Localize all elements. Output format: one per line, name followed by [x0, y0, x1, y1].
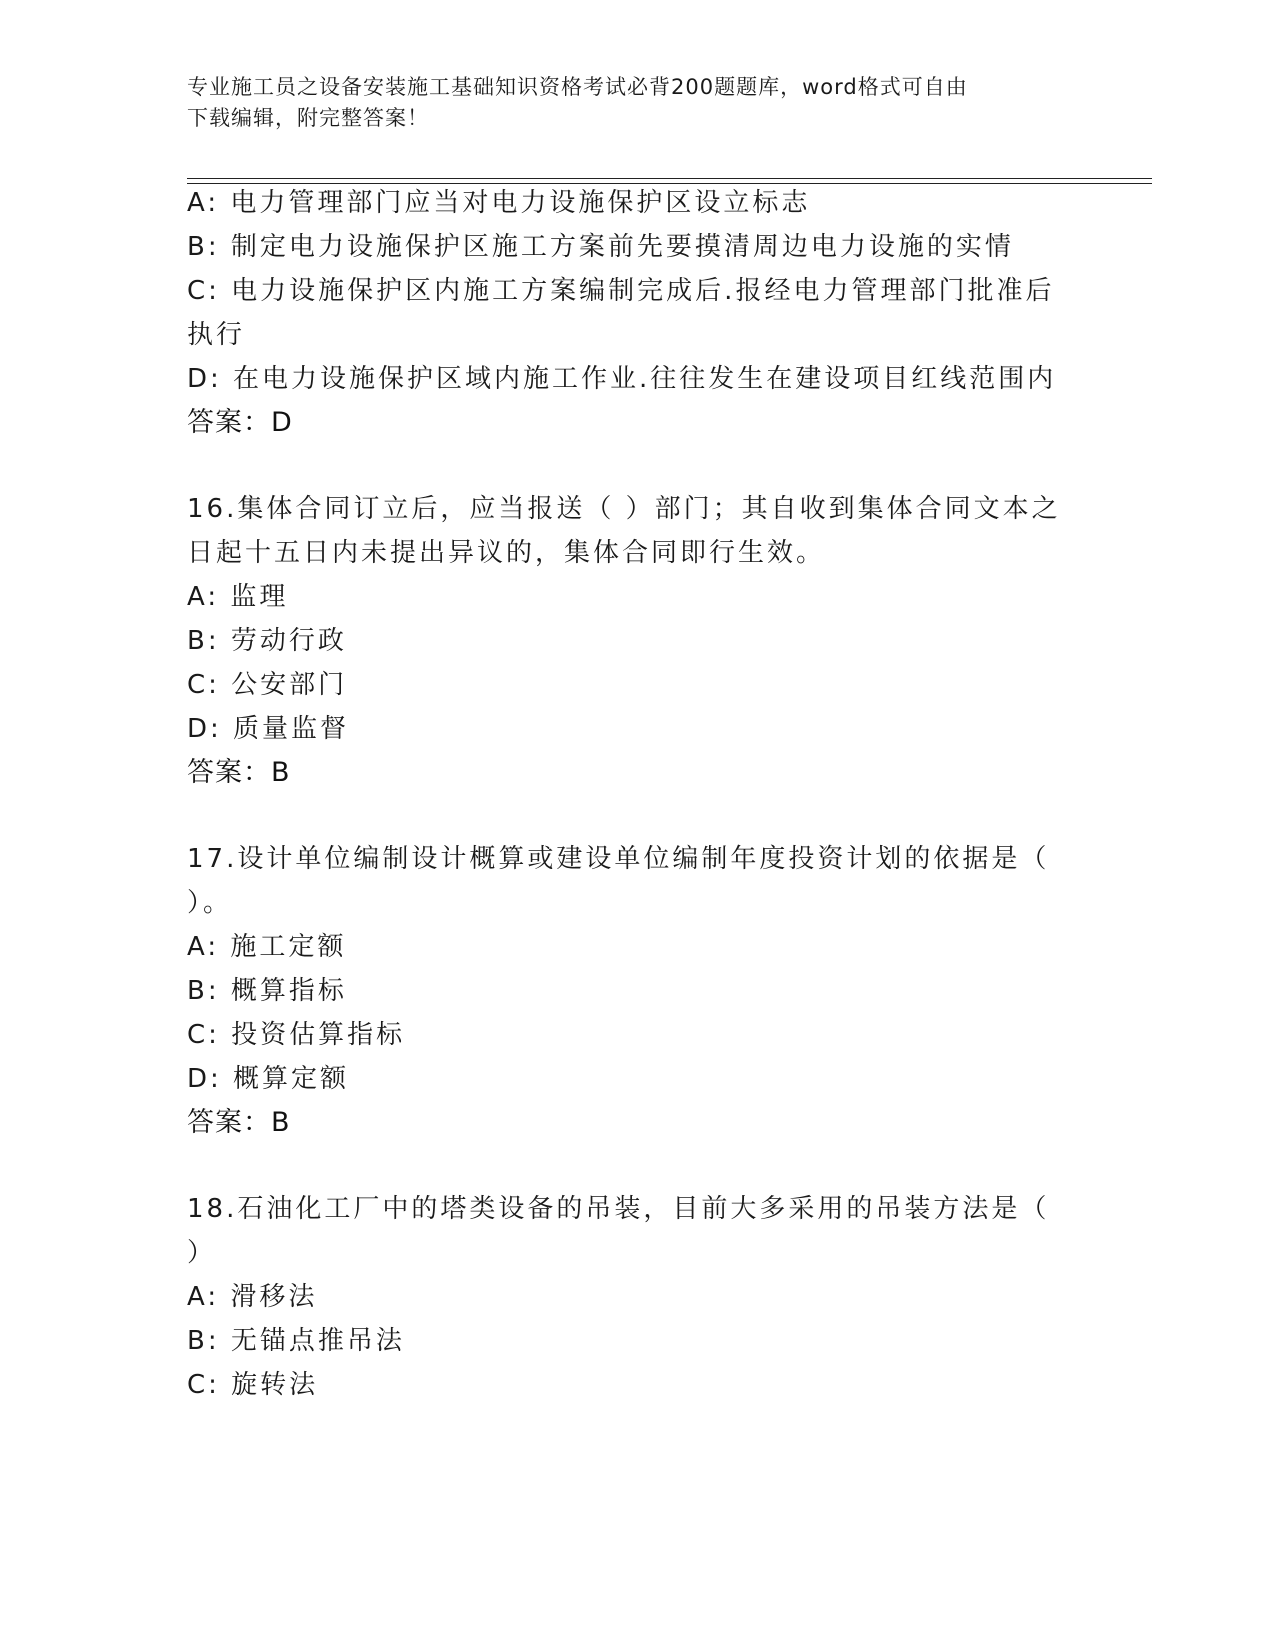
q17-option-c: C: 投资估算指标	[187, 1020, 406, 1050]
q17-option-b: B: 概算指标	[187, 976, 347, 1006]
q17-answer: 答案：B	[187, 1107, 291, 1138]
q16-option-a: A: 监理	[187, 582, 289, 612]
q18-option-a: A: 滑移法	[187, 1282, 318, 1312]
q15-option-d: D: 在电力设施保护区域内施工作业.往往发生在建设项目红线范围内	[187, 364, 1057, 394]
header-rule-top	[187, 178, 1152, 179]
q16-stem-line1: 16.集体合同订立后，应当报送（ ）部门；其自收到集体合同文本之	[187, 494, 1061, 524]
q15-option-a: A: 电力管理部门应当对电力设施保护区设立标志	[187, 188, 811, 218]
q17-stem-line1: 17.设计单位编制设计概算或建设单位编制年度投资计划的依据是（	[187, 844, 1050, 874]
q16-option-c: C: 公安部门	[187, 670, 348, 700]
header-rule-bottom	[187, 183, 1152, 184]
q15-option-c-line2: 执行	[187, 320, 246, 350]
page-header	[187, 72, 1067, 134]
q17-stem-line2: ）。	[187, 888, 233, 918]
q16-option-b: B: 劳动行政	[187, 626, 347, 656]
q17-option-d: D: 概算定额	[187, 1064, 350, 1094]
q16-answer: 答案：B	[187, 757, 291, 788]
q15-answer: 答案：D	[187, 407, 293, 438]
q18-stem-line2: ）	[187, 1238, 217, 1268]
q15-option-b: B: 制定电力设施保护区施工方案前先要摸清周边电力设施的实情	[187, 232, 1014, 262]
q18-stem-line1: 18.石油化工厂中的塔类设备的吊装，目前大多采用的吊装方法是（	[187, 1194, 1050, 1224]
q18-option-c: C: 旋转法	[187, 1370, 319, 1400]
q17-option-a: A: 施工定额	[187, 932, 347, 962]
q18-option-b: B: 无锚点推吊法	[187, 1326, 405, 1356]
q16-option-d: D: 质量监督	[187, 714, 350, 744]
q16-stem-line2: 日起十五日内未提出异议的，集体合同即行生效。	[187, 538, 826, 568]
header-line-1: 专业施工员之设备安装施工基础知识资格考试必背200题题库，word格式可自由	[187, 75, 968, 99]
header-line-2: 下载编辑，附完整答案！	[187, 106, 429, 130]
q15-option-c-line1: C: 电力设施保护区内施工方案编制完成后.报经电力管理部门批准后	[187, 276, 1055, 306]
